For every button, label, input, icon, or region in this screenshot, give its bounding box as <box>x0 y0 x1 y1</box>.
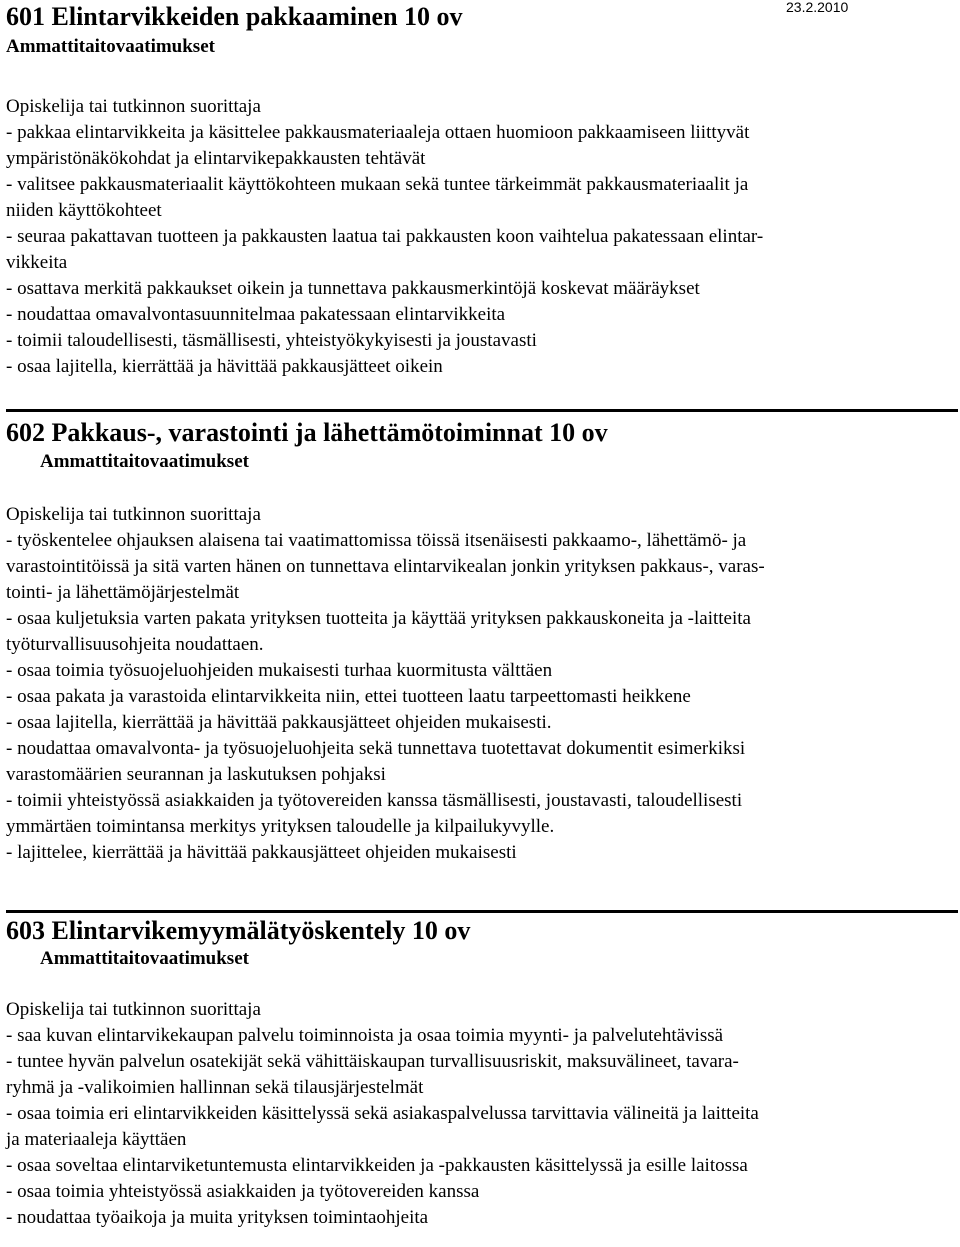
section-subtitle: Ammattitaitovaatimukset <box>6 36 215 57</box>
list-item: työturvallisuusohjeita noudattaen. <box>6 634 264 655</box>
list-item: ympäristönäkökohdat ja elintarvikepakkausten tehtävät <box>6 148 426 169</box>
list-item: - lajittelee, kierrättää ja hävittää pakkausjätteet ohjeiden mukaisesti <box>6 842 517 863</box>
list-item: vikkeita <box>6 252 68 273</box>
list-item: - osaa toimia työsuojeluohjeiden mukaisesti turhaa kuormitusta välttäen <box>6 660 553 681</box>
list-item: - osattava merkitä pakkaukset oikein ja tunnettava pakkausmerkintöjä koskevat määräykset <box>6 278 700 299</box>
section-intro: Opiskelija tai tutkinnon suorittaja <box>6 504 261 525</box>
list-item: - seuraa pakattavan tuotteen ja pakkausten laatua tai pakkausten koon vaihtelua pakatessaan elintar- <box>6 226 764 247</box>
section-title: 602 Pakkaus-, varastointi ja lähettämötoiminnat 10 ov <box>6 418 608 447</box>
section-intro: Opiskelija tai tutkinnon suorittaja <box>6 96 261 117</box>
list-item: - työskentelee ohjauksen alaisena tai vaatimattomissa töissä itsenäisesti pakkaamo-, lähettämö- ja <box>6 530 747 551</box>
list-item: - osaa pakata ja varastoida elintarvikkeita niin, ettei tuotteen laatu tarpeettomasti heikkene <box>6 686 691 707</box>
list-item: - noudattaa omavalvonta- ja työsuojeluohjeita sekä tunnettava tuotettavat dokumentit esimerkiksi <box>6 738 746 759</box>
section-subtitle: Ammattitaitovaatimukset <box>40 948 249 969</box>
list-item: - saa kuvan elintarvikekaupan palvelu toiminnoista ja osaa toimia myynti- ja palvelutehtävissä <box>6 1025 724 1046</box>
section-intro: Opiskelija tai tutkinnon suorittaja <box>6 999 261 1020</box>
list-item: - osaa lajitella, kierrättää ja hävittää pakkausjätteet ohjeiden mukaisesti. <box>6 712 552 733</box>
section-title: 601 Elintarvikkeiden pakkaaminen 10 ov <box>6 2 463 31</box>
section-602 <box>6 418 960 866</box>
section-divider <box>6 910 958 913</box>
list-item: - pakkaa elintarvikkeita ja käsittelee pakkausmateriaaleja ottaen huomioon pakkaamiseen liittyvät <box>6 122 750 143</box>
list-item: - valitsee pakkausmateriaalit käyttökohteen mukaan sekä tuntee tärkeimmät pakkausmateriaalit ja <box>6 174 749 195</box>
section-title: 603 Elintarvikemyymälätyöskentely 10 ov <box>6 916 471 945</box>
list-item: varastomäärien seurannan ja laskutuksen pohjaksi <box>6 764 386 785</box>
section-divider <box>6 409 958 412</box>
list-item: ymmärtäen toimintansa merkitys yrityksen taloudelle ja kilpailukyvylle. <box>6 816 555 837</box>
section-subtitle: Ammattitaitovaatimukset <box>40 451 249 472</box>
list-item: - toimii yhteistyössä asiakkaiden ja työtovereiden kanssa täsmällisesti, joustavasti, taloudellisesti <box>6 790 743 811</box>
section-603 <box>6 916 960 1231</box>
list-item: - osaa lajitella, kierrättää ja hävittää pakkausjätteet oikein <box>6 356 443 377</box>
list-item: - osaa toimia eri elintarvikkeiden käsittelyssä sekä asiakaspalvelussa tarvittavia välineitä ja laitteita <box>6 1103 759 1124</box>
list-item: varastointitöissä ja sitä varten hänen on tunnettava elintarvikealan jonkin yrityksen pakkaus-, varas- <box>6 556 765 577</box>
list-item: - toimii taloudellisesti, täsmällisesti, yhteistyökykyisesti ja joustavasti <box>6 330 537 351</box>
list-item: ryhmä ja -valikoimien hallinnan sekä tilausjärjestelmät <box>6 1077 424 1098</box>
list-item: tointi- ja lähettämöjärjestelmät <box>6 582 240 603</box>
section-601 <box>6 2 960 380</box>
list-item: ja materiaaleja käyttäen <box>6 1129 187 1150</box>
list-item: - noudattaa omavalvontasuunnitelmaa pakatessaan elintarvikkeita <box>6 304 506 325</box>
list-item: niiden käyttökohteet <box>6 200 162 221</box>
document-date: 23.2.2010 <box>786 0 849 15</box>
list-item: - noudattaa työaikoja ja muita yrityksen toimintaohjeita <box>6 1207 429 1228</box>
list-item: - osaa kuljetuksia varten pakata yrityksen tuotteita ja käyttää yrityksen pakkauskoneita ja -laitteita <box>6 608 751 629</box>
list-item: - osaa toimia yhteistyössä asiakkaiden ja työtovereiden kanssa <box>6 1181 480 1202</box>
list-item: - tuntee hyvän palvelun osatekijät sekä vähittäiskaupan turvallisuusriskit, maksuvälineet, tavara- <box>6 1051 739 1072</box>
list-item: - osaa soveltaa elintarviketuntemusta elintarvikkeiden ja -pakkausten käsittelyssä ja esille laitossa <box>6 1155 748 1176</box>
